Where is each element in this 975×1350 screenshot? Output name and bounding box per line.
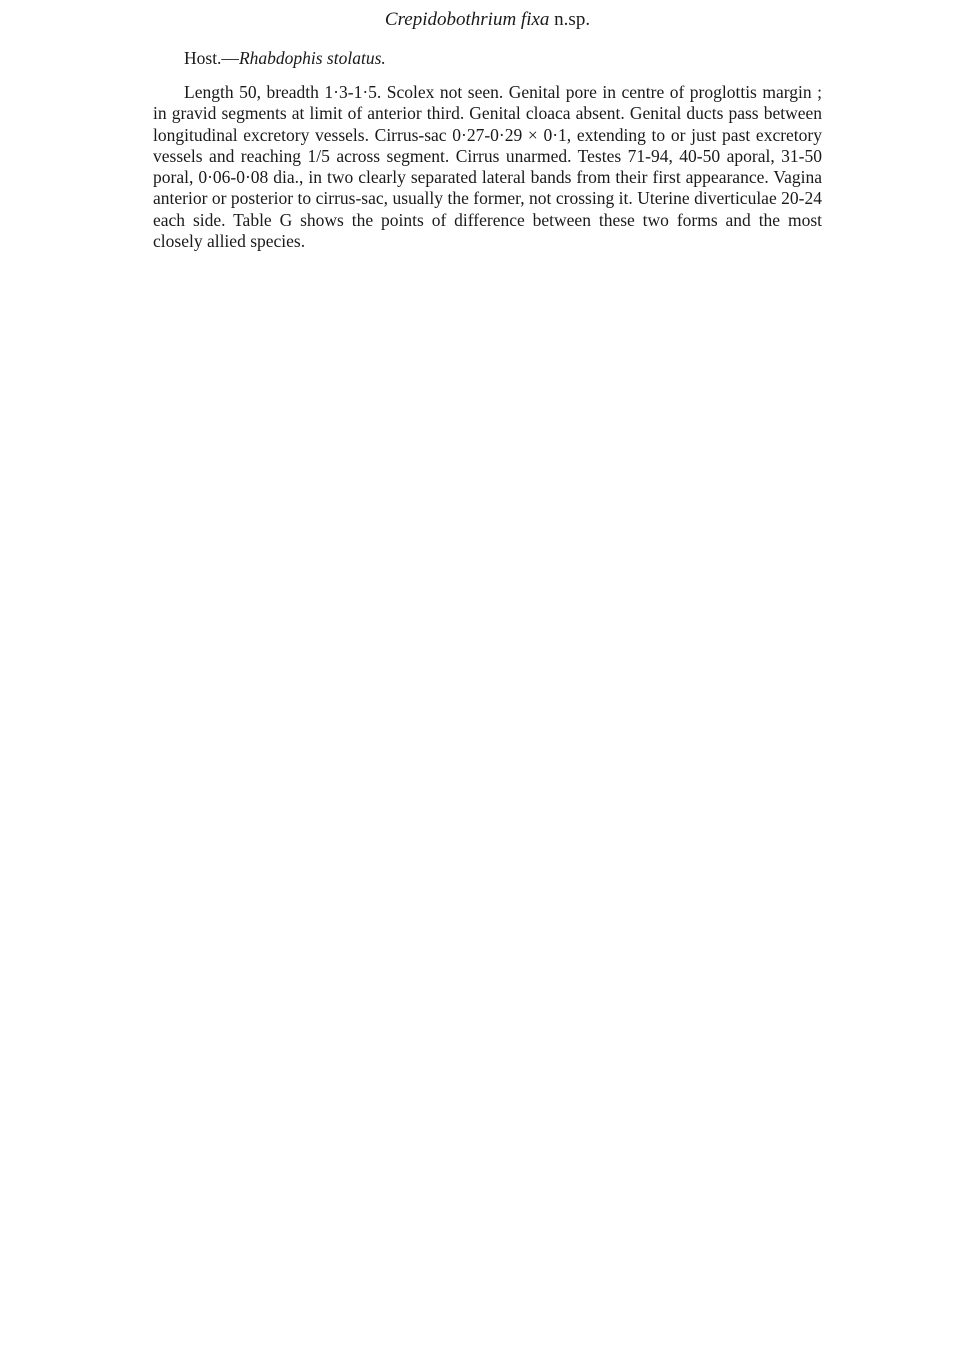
species-suffix: n.sp. [554,9,591,30]
host-name: Rhabdophis stolatus. [238,48,386,68]
document-page [153,0,822,252]
host-label: Host.— [184,48,239,68]
species-name: Crepidobothrium fixa [384,9,550,30]
species-heading [153,8,822,32]
host-line [184,47,822,69]
species-description: Length 50, breadth 1·3-1·5. Scolex not seen. Genital pore in centre of proglottis margin ; in gravid segments at limit of anterior third. Genital cloaca absent. Genital ducts pass between longitudinal excretory vessels. Cirrus-sac 0·27-0·29 × 0·1, extending to or just past excretory vessels and reaching 1/5 across segment. Cirrus unarmed. Testes 71-94, 40-50 aporal, 31-50 poral, 0·06-0·08 dia., in two clearly separated lateral bands from their first appearance. Vagina anterior or posterior to cirrus-sac, usually the former, not crossing it. Uterine diverticulae 20-24 each side. Table G shows the points of difference between these two forms and the most closely allied species. [153,82,822,252]
